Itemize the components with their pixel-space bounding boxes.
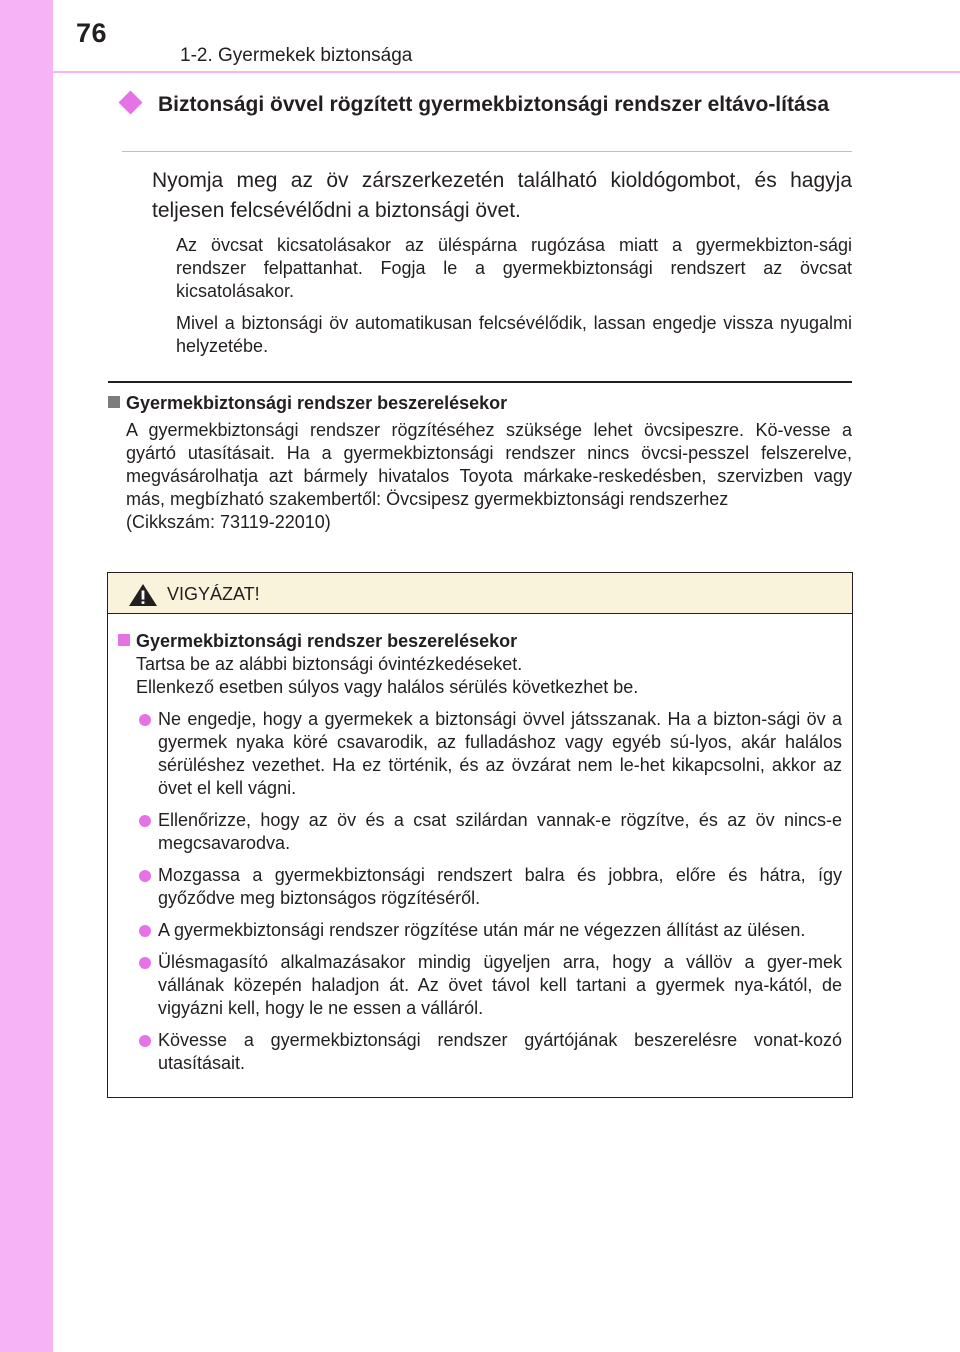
warning-heading	[118, 630, 842, 653]
installation-body	[126, 419, 852, 534]
warning-bullet-text: Ne engedje, hogy a gyermekek a biztonsági övvel játsszanak. Ha a bizton-sági öv a gyermek nyaka köré csavarodik, az fulladáshoz vagy egyéb sú-lyos, akár halálos sérüléshez vezethet. Ha ez történik, és az övzárat nem le-het kikapcsolni, akkor az övet el kell vágni.	[158, 709, 842, 798]
section-divider	[108, 381, 852, 383]
warning-body	[108, 614, 852, 1075]
heading-underline	[122, 151, 852, 152]
square-bullet-icon	[118, 634, 130, 646]
warning-bullet-item	[118, 809, 842, 855]
removal-heading-block	[122, 88, 862, 121]
circle-bullet-icon	[139, 1035, 151, 1047]
warning-bullet-text: Ellenőrizze, hogy az öv és a csat szilárdan vannak-e rögzítve, és az öv nincs-e megcsavarodva.	[158, 810, 842, 853]
circle-bullet-icon	[139, 815, 151, 827]
warning-bullet-item	[118, 864, 842, 910]
installation-body-text: A gyermekbiztonsági rendszer rögzítéséhez szüksége lehet övcsipeszre. Kö-vesse a gyártó utasításait. Ha a gyermekbiztonsági rendszer nincs övcsi-pesszel felszerelve, megvásárolhatja azt bármely hivatalos Toyota márkake-reskedésben, szervizben vagy más, megbízható szakembertől: Övcsipesz gyermekbiztonsági rendszerhez	[126, 420, 852, 509]
removal-note: Mivel a biztonsági öv automatikusan felcsévélődik, lassan engedje vissza nyugalmi helyzetébe.	[176, 313, 852, 356]
warning-header	[108, 573, 852, 614]
installation-section	[108, 391, 852, 534]
installation-heading	[108, 391, 852, 415]
warning-heading-text: Gyermekbiztonsági rendszer beszerelésekor	[136, 631, 518, 651]
header-rule	[53, 71, 960, 73]
warning-bullet-item	[118, 708, 842, 800]
warning-intro	[136, 653, 842, 699]
warning-bullet-item	[118, 919, 842, 942]
warning-title: VIGYÁZAT!	[167, 584, 260, 604]
warning-bullet-text: Mozgassa a gyermekbiztonsági rendszert balra és jobbra, előre és hátra, így győződve meg biztonságos rögzítéséről.	[158, 865, 842, 908]
circle-bullet-icon	[139, 714, 151, 726]
warning-bullet-item	[118, 1029, 842, 1075]
installation-part-number: (Cikkszám: 73119-22010)	[126, 512, 331, 532]
warning-box	[107, 572, 853, 1098]
warning-intro-line: Ellenkező esetben súlyos vagy halálos sérülés következhet be.	[136, 677, 639, 697]
warning-bullet-text: Kövesse a gyermekbiztonsági rendszer gyártójának beszerelésre vonat-kozó utasításait.	[158, 1030, 842, 1073]
warning-intro-line: Tartsa be az alábbi biztonsági óvintézkedéseket.	[136, 654, 523, 674]
warning-bullet-text: A gyermekbiztonsági rendszer rögzítése után már ne végezzen állítást az ülésen.	[158, 920, 806, 940]
removal-notes	[176, 234, 852, 367]
warning-triangle-icon	[128, 583, 158, 607]
removal-note: Az övcsat kicsatolásakor az üléspárna rugózása miatt a gyermekbizton-sági rendszer felpattanhat. Fogja le a gyermekbiztonsági rendszert az övcsat kicsatolásakor.	[176, 235, 852, 301]
removal-instruction-text: Nyomja meg az öv zárszerkezetén található kioldógombot, és hagyja teljesen felcsévélődni a biztonsági övet.	[152, 169, 852, 222]
removal-instruction	[152, 166, 852, 226]
warning-bullet-item	[118, 951, 842, 1020]
square-bullet-icon	[108, 396, 120, 408]
page-number: 76	[76, 18, 108, 48]
chapter-sidebar-tab	[0, 0, 53, 1352]
circle-bullet-icon	[139, 925, 151, 937]
circle-bullet-icon	[139, 870, 151, 882]
installation-heading-text: Gyermekbiztonsági rendszer beszerelésekor	[126, 393, 508, 413]
removal-heading: Biztonsági övvel rögzített gyermekbiztonsági rendszer eltávo-lítása	[158, 93, 830, 116]
warning-bullet-list	[118, 708, 842, 1075]
diamond-bullet-icon	[118, 90, 142, 114]
circle-bullet-icon	[139, 957, 151, 969]
warning-bullet-text: Ülésmagasító alkalmazásakor mindig ügyeljen arra, hogy a vállöv a gyer-mek vállának közepén haladjon át. Az övet távol kell tartani a gyermek nya-kától, de vigyázni kell, hogy le ne essen a válláról.	[158, 952, 842, 1018]
section-title: 1-2. Gyermekek biztonsága	[180, 45, 413, 66]
